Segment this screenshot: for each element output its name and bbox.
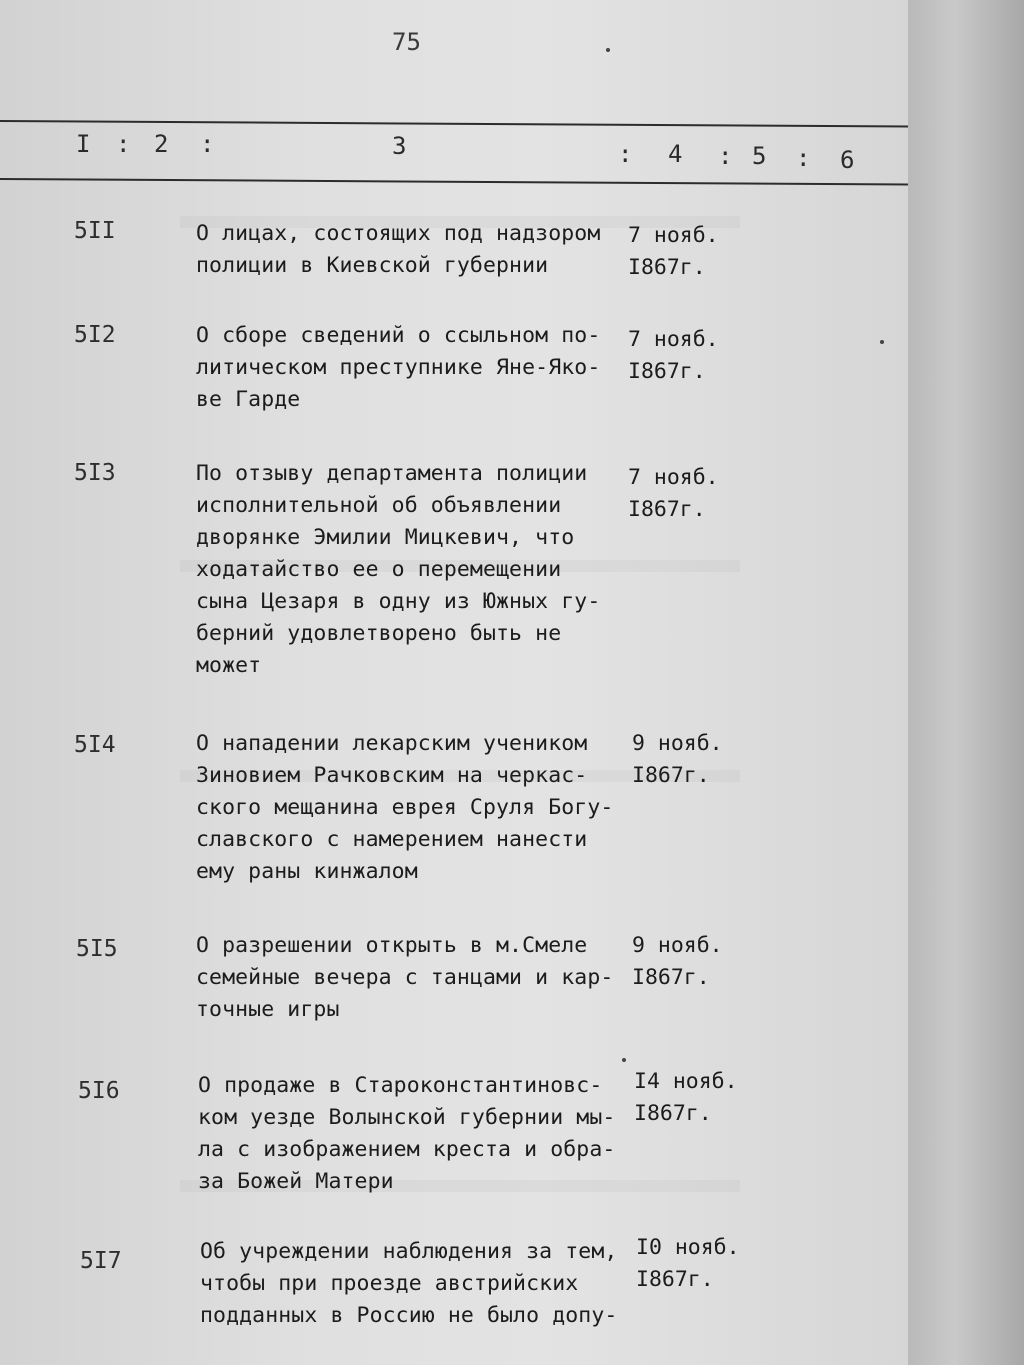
title-line: полиции в Киевской губернии — [196, 253, 549, 278]
title-line: Об учреждении наблюдения за тем, — [200, 1239, 618, 1264]
title-line: О нападении лекарским учеником — [196, 731, 588, 756]
date-line: I867г. — [628, 255, 706, 280]
record-title — [196, 458, 626, 682]
date-line: I4 нояб. — [634, 1069, 738, 1094]
record-title — [196, 320, 626, 416]
column-header-3: 3 — [392, 132, 407, 160]
date-line: 7 нояб. — [628, 327, 719, 352]
title-line: берний удовлетворено быть не — [196, 621, 562, 646]
date-line: I867г. — [632, 965, 710, 990]
title-line: ве Гарде — [196, 387, 301, 412]
date-line: I867г. — [636, 1267, 714, 1292]
title-line: ского мещанина еврея Сруля Богу- — [196, 795, 614, 820]
record-date — [628, 324, 748, 388]
paper-speck — [606, 48, 610, 52]
record-title — [200, 1236, 630, 1332]
title-line: может — [196, 653, 262, 678]
column-header-5: 5 — [752, 142, 767, 170]
column-header-6: 6 — [840, 146, 855, 174]
header-rule-top — [0, 120, 908, 128]
record-title — [196, 728, 626, 888]
record-number: 5II — [74, 218, 116, 244]
column-header-4: 4 — [668, 140, 683, 168]
date-line: 9 нояб. — [632, 731, 723, 756]
record-number: 5I2 — [74, 322, 116, 348]
title-line: ходатайство ее о перемещении — [196, 557, 562, 582]
title-line: О сборе сведений о ссыльном по- — [196, 323, 601, 348]
title-line: сына Цезаря в одну из Южных гу- — [196, 589, 601, 614]
title-line: ему раны кинжалом — [196, 859, 418, 884]
title-line: чтобы при проезде австрийских — [200, 1271, 579, 1296]
record-title — [196, 218, 626, 282]
column-separator: : — [116, 130, 131, 158]
record-title — [196, 930, 626, 1026]
record-title — [198, 1070, 628, 1198]
record-number: 5I4 — [74, 732, 116, 758]
title-line: литическом преступнике Яне-Яко- — [196, 355, 601, 380]
title-line: О лицах, состоящих под надзором — [196, 221, 601, 246]
title-line: семейные вечера с танцами и кар- — [196, 965, 614, 990]
title-line: О продаже в Староконстантиновс- — [198, 1073, 603, 1098]
header-rule-bottom — [0, 178, 908, 186]
record-date — [628, 462, 748, 526]
date-line: 7 нояб. — [628, 223, 719, 248]
date-line: 7 нояб. — [628, 465, 719, 490]
record-number: 5I5 — [76, 936, 118, 962]
date-line: I867г. — [628, 359, 706, 384]
record-date — [632, 930, 752, 994]
paper-speck — [622, 1058, 626, 1062]
page-number: 75 — [392, 28, 421, 56]
title-line: По отзыву департамента полиции — [196, 461, 588, 486]
column-header-2: 2 — [154, 130, 169, 158]
record-date — [632, 728, 752, 792]
title-line: дворянке Эмилии Мицкевич, что — [196, 525, 575, 550]
paper-speck — [880, 340, 884, 344]
title-line: исполнительной об объявлении — [196, 493, 562, 518]
adjacent-page-edge — [908, 0, 1024, 1365]
title-line: за Божей Матери — [198, 1169, 394, 1194]
record-date — [634, 1066, 754, 1130]
column-separator: : — [796, 144, 811, 172]
title-line: подданных в Россию не было допу- — [200, 1303, 618, 1328]
date-line: I867г. — [628, 497, 706, 522]
record-number: 5I7 — [80, 1248, 122, 1274]
date-line: I0 нояб. — [636, 1235, 740, 1260]
title-line: Зиновием Рачковским на черкас- — [196, 763, 588, 788]
record-date — [628, 220, 748, 284]
column-separator: : — [618, 140, 633, 168]
record-date — [636, 1232, 756, 1296]
title-line: славского с намерением нанести — [196, 827, 588, 852]
title-line: ком уезде Волынской губернии мы- — [198, 1105, 616, 1130]
date-line: I867г. — [632, 763, 710, 788]
record-number: 5I6 — [78, 1078, 120, 1104]
column-header-1: I — [76, 130, 91, 158]
title-line: точные игры — [196, 997, 340, 1022]
column-separator: : — [718, 142, 733, 170]
date-line: 9 нояб. — [632, 933, 723, 958]
date-line: I867г. — [634, 1101, 712, 1126]
record-number: 5I3 — [74, 460, 116, 486]
title-line: ла с изображением креста и обра- — [198, 1137, 616, 1162]
title-line: О разрешении открыть в м.Смеле — [196, 933, 588, 958]
column-separator: : — [200, 130, 215, 158]
